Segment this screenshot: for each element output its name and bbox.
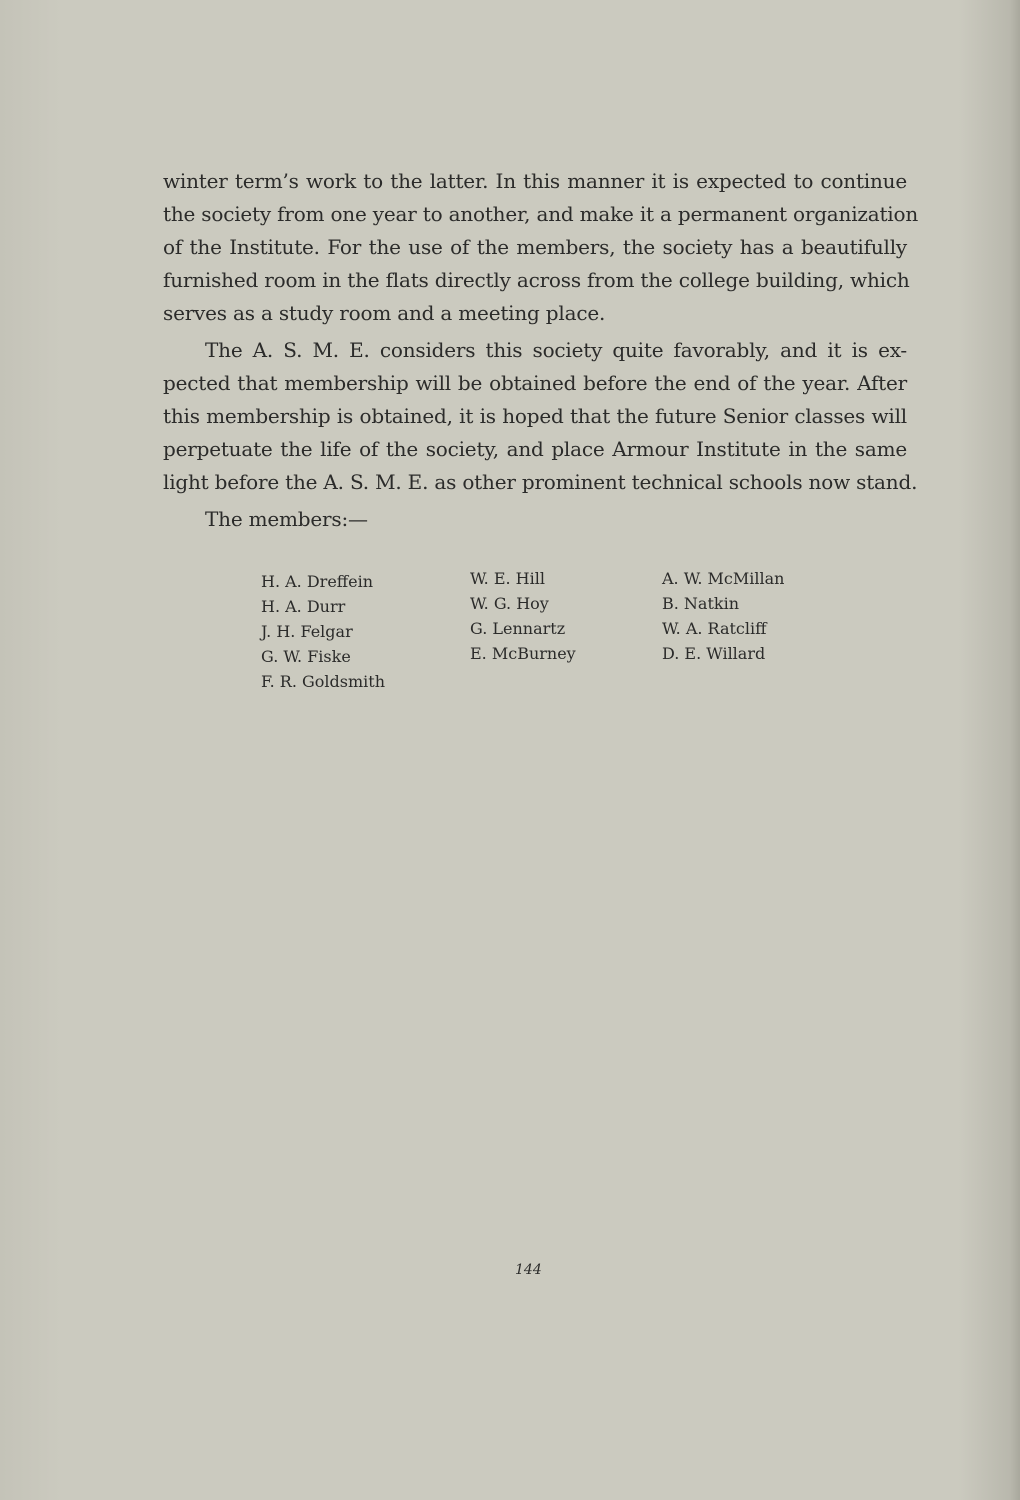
text-line: the society from one year to another, and make it a permanent organization (163, 202, 919, 226)
member-name: W. A. Ratcliff (662, 619, 767, 638)
member-name: J. H. Felgar (261, 622, 353, 641)
page-number: 144 (515, 1262, 542, 1278)
members-column-1 (261, 569, 385, 694)
member-name: H. A. Dreffein (261, 572, 374, 591)
members-column-3 (662, 566, 784, 666)
member-name: D. E. Willard (662, 644, 766, 663)
text-line: this membership is obtained, it is hoped that the future Senior classes will (163, 404, 907, 428)
text-line: winter term’s work to the latter. In this manner it is expected to continue (163, 169, 907, 193)
text-line: The A. S. M. E. considers this society quite favorably, and it is ex- (205, 338, 907, 362)
member-name: G. W. Fiske (261, 647, 351, 666)
member-name: A. W. McMillan (662, 569, 785, 588)
text-line: of the Institute. For the use of the members, the society has a beautifully (163, 235, 907, 259)
members-heading: The members:— (205, 507, 368, 531)
member-name: B. Natkin (662, 594, 740, 613)
text-line: furnished room in the flats directly across from the college building, which (163, 268, 910, 292)
member-name: W. E. Hill (470, 569, 545, 588)
member-name: G. Lennartz (470, 619, 566, 638)
members-column-2 (470, 566, 576, 666)
text-line: serves as a study room and a meeting place. (163, 301, 606, 325)
member-name: W. G. Hoy (470, 594, 549, 613)
member-name: H. A. Durr (261, 597, 346, 616)
member-name: E. McBurney (470, 644, 576, 663)
text-line: light before the A. S. M. E. as other prominent technical schools now stand. (163, 470, 918, 494)
text-line: pected that membership will be obtained before the end of the year. After (163, 371, 907, 395)
text-line: perpetuate the life of the society, and place Armour Institute in the same (163, 437, 907, 461)
member-name: F. R. Goldsmith (261, 672, 386, 691)
